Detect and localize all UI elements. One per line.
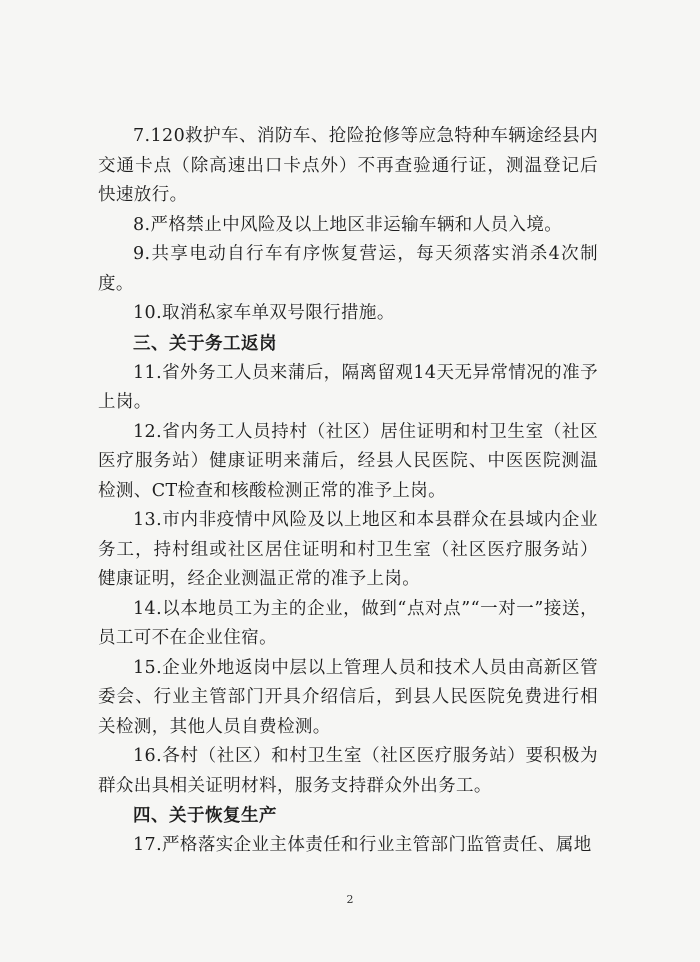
section-heading-4: 四、关于恢复生产 [133, 806, 277, 826]
paragraph-item-16: 16.各村（社区）和村卫生室（社区医疗服务站）要积极为群众出具相关证明材料，服务支持群众外出务工。 [98, 746, 598, 796]
paragraph-item-14: 14.以本地员工为主的企业，做到“点对点”“一对一”接送，员工可不在企业住宿。 [98, 598, 598, 648]
paragraph-item-12: 12.省内务工人员持村（社区）居住证明和村卫生室（社区医疗服务站）健康证明来蒲后，经县人民医院、中医医院测温检测、CT检查和核酸检测正常的准予上岗。 [98, 421, 598, 501]
paragraph-item-11: 11.省外务工人员来蒲后，隔离留观14天无异常情况的准予上岗。 [98, 362, 598, 412]
section-heading-3: 三、关于务工返岗 [133, 333, 277, 354]
document-body [98, 122, 598, 861]
page-number: 2 [346, 893, 354, 906]
paragraph-item-15: 15.企业外地返岗中层以上管理人员和技术人员由高新区管委会、行业主管部门开具介绍信后，到县人民医院免费进行相关检测，其他人员自费检测。 [98, 657, 598, 737]
paragraph-item-9: 9.共享电动自行车有序恢复营运，每天须落实消杀4次制度。 [98, 244, 598, 294]
paragraph-item-8: 8.严格禁止中风险及以上地区非运输车辆和人员入境。 [133, 214, 563, 235]
paragraph-item-13: 13.市内非疫情中风险及以上地区和本县群众在县域内企业务工，持村组或社区居住证明和村卫生室（社区医疗服务站）健康证明，经企业测温正常的准予上岗。 [98, 510, 598, 589]
paragraph-item-17: 17.严格落实企业主体责任和行业主管部门监管责任、属地 [133, 835, 592, 855]
paragraph-item-10: 10.取消私家车单双号限行措施。 [133, 303, 395, 323]
paragraph-item-7: 7.120救护车、消防车、抢险抢修等应急特种车辆途经县内交通卡点（除高速出口卡点外）不再查验通行证，测温登记后快速放行。 [98, 126, 598, 205]
